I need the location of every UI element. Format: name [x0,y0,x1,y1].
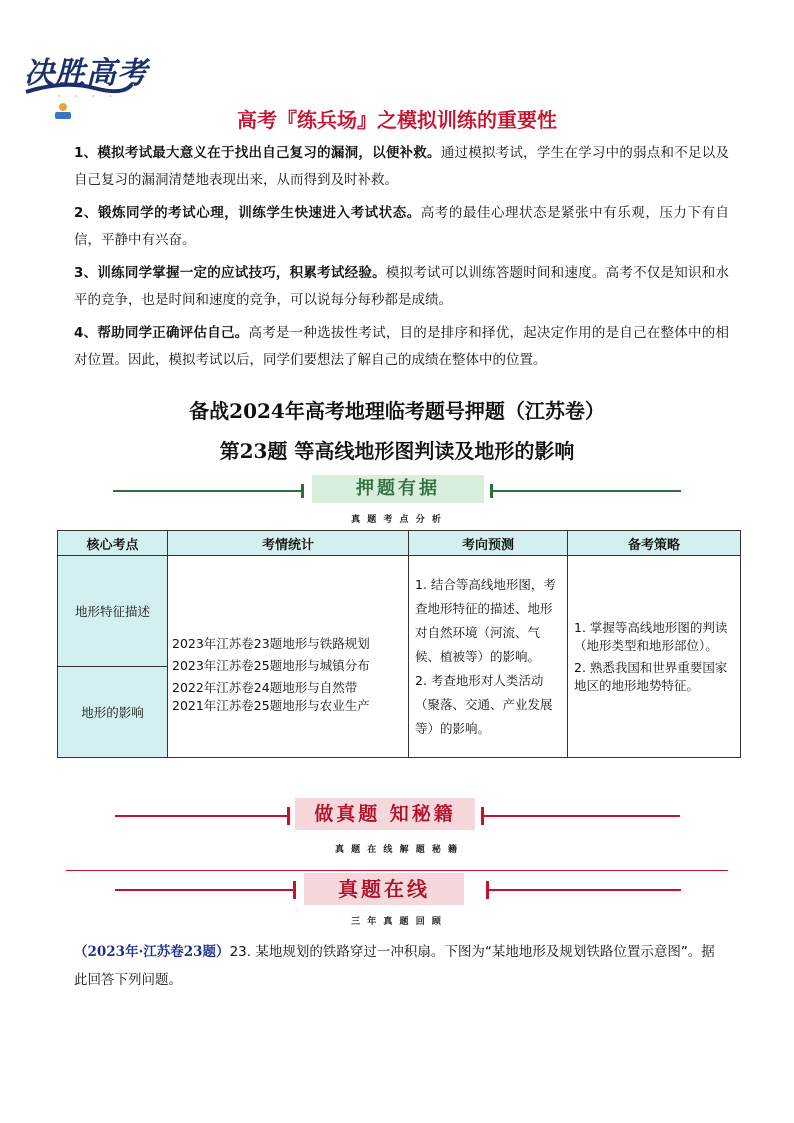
topic-cell: 地形的影响 [58,667,168,758]
section-title-zhentizaixian: 真题在线 [304,873,464,905]
intro-item: 3、训练同学掌握一定的应试技巧，积累考试经验。模拟考试可以训练答题时间和速度。高考不仅是知识和水平的竞争，也是时间和速度的竞争，可以说每分每秒都是成绩。 [74,265,729,308]
section-title-zuozhenti: 做真题 知秘籍 [295,798,475,830]
divider-left [115,815,287,817]
topic-cell: 地形特征描述 [58,556,168,667]
divider-tick [301,484,304,498]
intro-item: 4、帮助同学正确评估自己。高考是一种选拔性考试，目的是排序和择优，起决定作用的是自己在整体中的相对位置。因此，模拟考试以后，同学们要想法了解自己的成绩在整体中的位置。 [74,325,729,368]
table-header-row [58,531,741,556]
heading-line2: 第23题 等高线地形图判读及地形的影响 [219,439,575,463]
question-body: 23. 某地规划的铁路穿过一冲积扇。下图为“某地地形及规划铁路位置示意图”。据此回答下列问题。 [74,944,715,988]
section-subtitle: 真 题 在 线 解 题 秘 籍 [335,845,459,855]
intro-list [74,140,729,380]
table-header: 备考策略 [568,531,741,556]
analysis-table [57,530,741,758]
intro-item: 2、锻炼同学的考试心理，训练学生快速进入考试状态。高考的最佳心理状态是紧张中有乐观，压力下有自信，平静中有兴奋。 [74,205,729,248]
divider-tick [287,807,290,825]
section-subtitle: 真 题 考 点 分 析 [351,515,443,525]
divider-left [113,490,301,492]
logo-dots: · · · · [58,92,118,101]
table-header: 考向预测 [409,531,568,556]
trend-cell: 1. 结合等高线地形图，考查地形特征的描述、地形对自然环境（河流、气候、植被等）的影响。 2. 考查地形对人类活动（聚落、交通、产业发展等）的影响。 [409,556,568,758]
table-header: 核心考点 [58,531,168,556]
divider-right [493,490,681,492]
divider-right [484,815,680,817]
intro-title: 高考『练兵场』之模拟训练的重要性 [237,108,557,132]
divider-left [115,889,293,891]
table-header: 考情统计 [168,531,409,556]
intro-item: 1、模拟考试最大意义在于找出自己复习的漏洞，以便补救。通过模拟考试，学生在学习中的弱点和不足以及自己复习的漏洞清楚地表现出来，从而得到及时补救。 [74,145,729,188]
question-source: （2023年·江苏卷23题） [74,944,230,960]
heading-line1: 备战2024年高考地理临考题号押题（江苏卷） [189,399,605,423]
section-subtitle: 三 年 真 题 回 顾 [351,917,443,927]
strategy-cell: 1. 掌握等高线地形图的判读（地形类型和地形部位）。 2. 熟悉我国和世界重要国家地区的地形地势特征。 [568,556,741,758]
divider-thin [66,870,728,871]
divider-tick [293,881,296,899]
logo-text: 决胜高考 [24,56,148,91]
section-title-yati: 押题有据 [312,475,484,503]
stats-cell: 2023年江苏卷23题地形与铁路规划 2023年江苏卷25题地形与城镇分布 2022年江苏卷24题地形与自然带 2021年江苏卷25题地形与农业生产 [168,556,409,758]
divider-right [489,889,681,891]
question-text [74,938,724,994]
table-row [58,556,741,667]
